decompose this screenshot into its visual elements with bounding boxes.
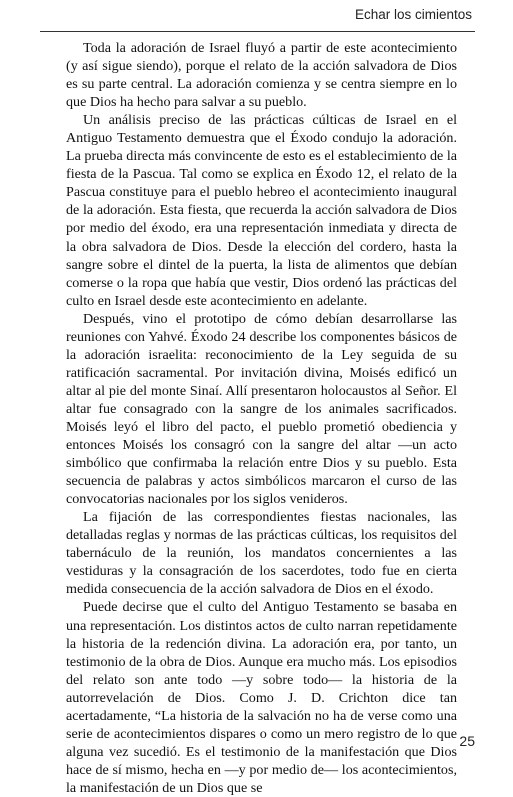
body-text: [66, 39, 457, 797]
paragraph-2: Un análisis preciso de las prácticas cúlticas de Israel en el Antiguo Testamento demuestra que el Éxodo condujo la adoración. La prueba directa más convincente de esto es el establecimiento de la fiesta de la Pascua. Tal como se explica en Éxodo 12, el relato de la Pascua constituye para el pueblo hebreo el acontecimiento inaugural de la adoración. Esta fiesta, que recuerda la acción salvadora de Dios por medio del éxodo, era una representación inmediata y directa de la obra salvadora de Dios. Desde la elección del cordero, hasta la sangre sobre el dintel de la puerta, la lista de alimentos que debían comerse o la ropa que había que vestir, Dios ordenó las prácticas del culto en Israel desde este acontecimiento en adelante.: [66, 112, 457, 309]
paragraph-3: Después, vino el prototipo de cómo debían desarrollarse las reuniones con Yahvé. Éxodo 24 describe los componentes básicos de la adoración israelita: reconocimiento de la Ley seguida de su ratificación sacramental. Por invitación divina, Moisés edificó un altar al pie del monte Sinaí. Allí presentaron holocaustos al Señor. El altar fue consagrado con la sangre de los animales sacrificados. Moisés leyó el libro del pacto, el pueblo prometió obediencia y entonces Moisés los consagró con la sangre del altar —un acto simbólico que confirmaba la relación entre Dios y su pueblo. Esta secuencia de palabras y actos simbólicos marcaron el curso de las convocatorias nacionales por los siglos venideros.: [66, 310, 457, 508]
paragraph-1: Toda la adoración de Israel fluyó a partir de este acontecimiento (y así sigue siendo), porque el relato de la acción salvadora de Dios es su parte central. La adoración comienza y se centra siempre en lo que Dios ha hecho para salvar a su pueblo.: [66, 40, 457, 111]
header-rule: [40, 31, 475, 32]
paragraph-4: La fijación de las correspondientes fiestas nacionales, las detalladas reglas y normas de las prácticas cúlticas, los requisitos del tabernáculo de la reunión, los mandatos concernientes a las vestiduras y la consagración de los sacerdotes, todo fue en cierta medida consecuencia de la acción salvadora de Dios en el éxodo.: [66, 509, 457, 598]
running-head: Echar los cimientos: [354, 7, 472, 22]
page-number: 25: [459, 733, 475, 749]
paragraph-5: Puede decirse que el culto del Antiguo Testamento se basaba en una representación. Los distintos actos de culto narran repetidamente la historia de la redención divina. La adoración era, por tanto, un testimonio de la obra de Dios. Aunque era mucho más. Los episodios del relato son ante todo —y sobre todo— la historia de la autorrevelación de Dios. Como J. D. Crichton dice tan acertadamente, “La historia de la salvación no ha de verse como una serie de acontecimientos dispares o como un mero registro de lo que alguna vez sucedió. Es el testimonio de la manifestación que Dios hace de sí mismo, hecha en —y por medio de— los acontecimientos, la manifestación de un Dios que se: [66, 599, 457, 796]
